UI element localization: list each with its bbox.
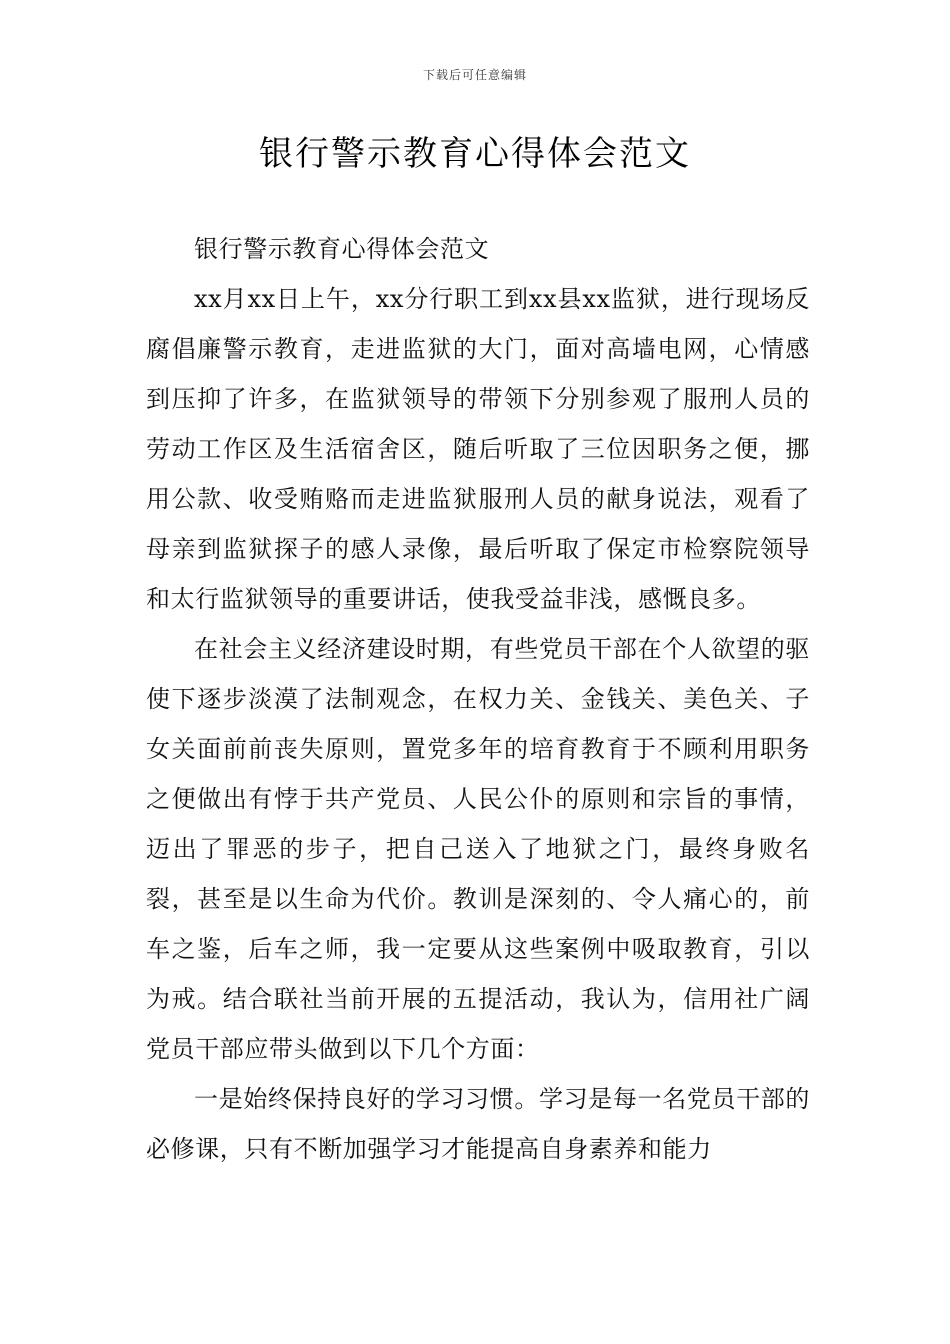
paragraph: 在社会主义经济建设时期，有些党员干部在个人欲望的驱使下逐步淡漠了法制观念，在权力关、金钱关、美色关、子女关面前前丧失原则，置党多年的培育教育于不顾利用职务之便做出有悖于共产党员、人民公仆的原则和宗旨的事情，迈出了罪恶的步子，把自己送入了地狱之门，最终身败名裂，甚至是以生命为代价。教训是深刻的、令人痛心的，前车之鉴，后车之师，我一定要从这些案例中吸取教育，引以为戒。结合联社当前开展的五提活动，我认为，信用社广阔党员干部应带头做到以下几个方面： xyxy=(146,635,810,1063)
paragraph-subtitle: 银行警示教育心得体会范文 xyxy=(194,235,490,263)
paragraph: xx月xx日上午，xx分行职工到xx县xx监狱，进行现场反腐倡廉警示教育，走进监狱的大门，面对高墙电网，心情感到压抑了许多，在监狱领导的带领下分别参观了服刑人员的劳动工作区及生活宿舍区，随后听取了三位因职务之便，挪用公款、收受贿赂而走进监狱服刑人员的献身说法，观看了母亲到监狱探子的感人录像，最后听取了保定市检察院领导和太行监狱领导的重要讲话，使我受益非浅，感慨良多。 xyxy=(146,285,810,613)
page-title: 银行警示教育心得体会范文 xyxy=(259,134,691,174)
paragraph: 一是始终保持良好的学习习惯。学习是每一名党员干部的必修课，只有不断加强学习才能提高自身素养和能力 xyxy=(146,1085,810,1163)
document-body xyxy=(146,224,810,1174)
header-note: 下载后可任意编辑 xyxy=(422,68,527,82)
